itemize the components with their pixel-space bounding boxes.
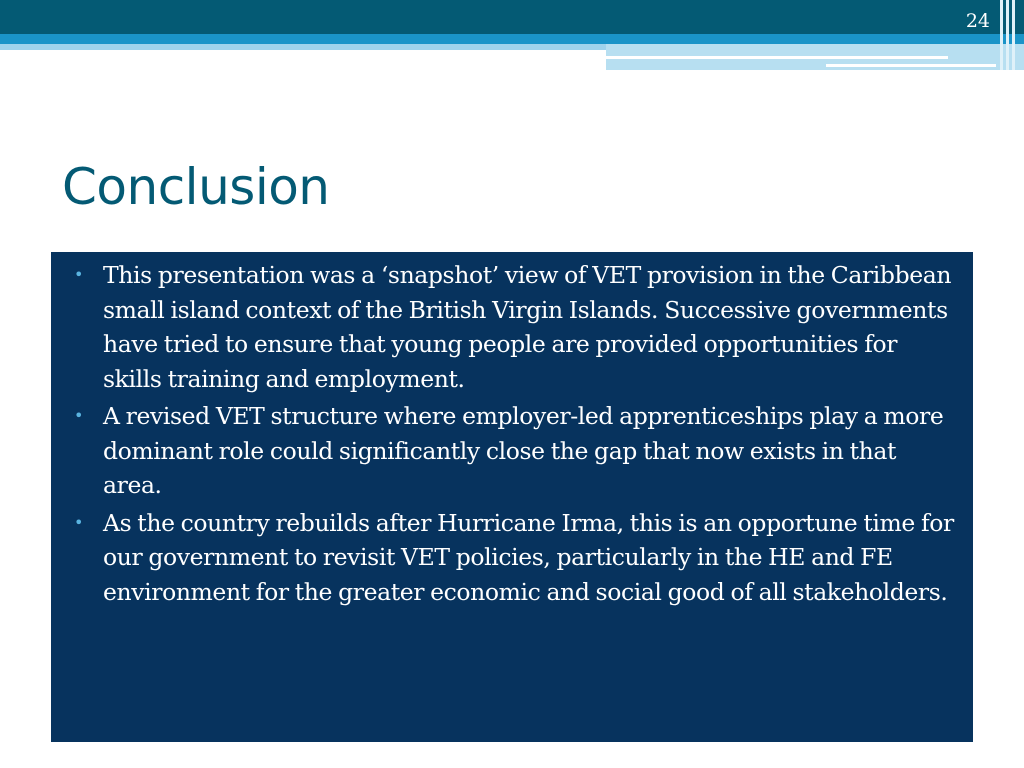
- bullet-icon: •: [74, 406, 84, 425]
- header-vertical-line: [1006, 0, 1009, 70]
- bullet-list: [71, 258, 959, 609]
- bullet-text: A revised VET structure where employer-led apprenticeships play a more dominant role could significantly close the gap that now exists in that area.: [103, 402, 944, 499]
- bullet-item: [71, 399, 959, 503]
- header-band-light-left: [0, 44, 606, 50]
- bullet-item: [71, 506, 959, 610]
- bullet-icon: •: [74, 265, 84, 284]
- header-vertical-line: [1012, 0, 1015, 70]
- content-box: [51, 252, 973, 742]
- header-stripe: [826, 64, 996, 67]
- bullet-text: As the country rebuilds after Hurricane Irma, this is an opportune time for our government to revisit VET policies, particularly in the HE and FE environment for the greater economic and social good of all stakeholders.: [103, 508, 954, 606]
- bullet-text: This presentation was a ‘snapshot’ view of VET provision in the Caribbean small island context of the British Virgin Islands. Successive governments have tried to ensure that young people are provided opportunities for skills training and employment.: [103, 261, 952, 393]
- page-number: 24: [965, 10, 990, 32]
- slide-title: Conclusion: [62, 158, 330, 216]
- header-stripe: [606, 56, 948, 59]
- header-band-mid: [0, 34, 1024, 44]
- header-vertical-line: [1000, 0, 1003, 70]
- header-band-dark: [0, 0, 1024, 34]
- bullet-item: [71, 258, 959, 396]
- bullet-icon: •: [74, 512, 84, 532]
